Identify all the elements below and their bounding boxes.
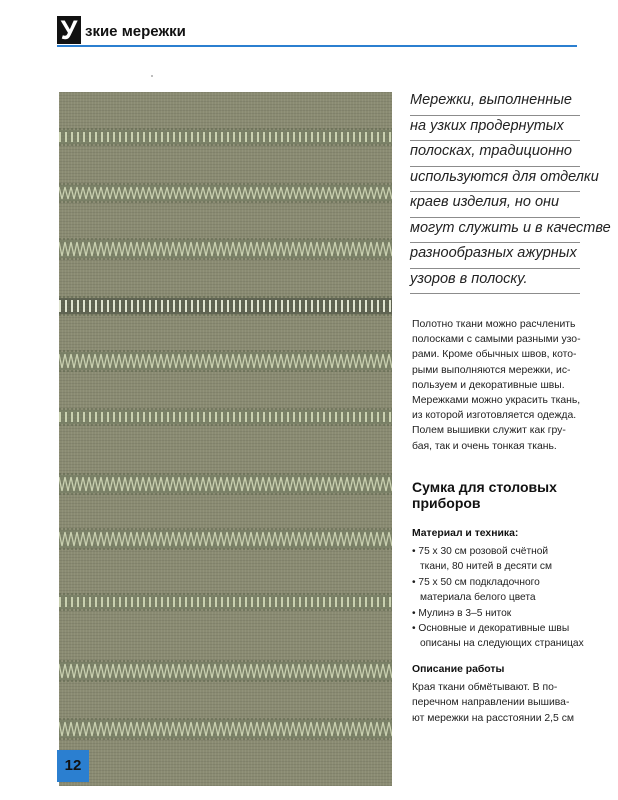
hemstitch-row xyxy=(59,529,392,549)
materials-item: • Основные и декоративные швы xyxy=(412,623,570,635)
header-rule xyxy=(57,45,577,47)
hemstitch-row xyxy=(59,661,392,681)
section-title xyxy=(412,479,592,511)
hemstitch-row xyxy=(59,239,392,259)
section-title-line: Сумка для столовых xyxy=(412,479,557,495)
lead-line: краев изделия, но они xyxy=(410,192,580,218)
page-title: зкие мережки xyxy=(85,23,186,40)
lead-line: полосках, традиционно xyxy=(410,141,580,167)
materials-item-cont: описаны на следующих страницах xyxy=(420,638,584,650)
section-title-line: приборов xyxy=(412,495,481,511)
page-number: 12 xyxy=(57,750,89,782)
materials-item: • Мулинэ в 3–5 ниток xyxy=(412,607,512,619)
materials-list xyxy=(412,544,592,652)
materials-heading: Материал и техника: xyxy=(412,528,519,539)
body-line: рами. Кроме обычных швов, кото- xyxy=(412,349,577,361)
body-line: бая, так и очень тонкая ткань. xyxy=(412,440,557,452)
materials-item: • 75 х 30 см розовой счётной xyxy=(412,546,549,557)
hemstitch-row xyxy=(59,719,392,739)
hemstitch-row xyxy=(59,474,392,494)
hemstitch-row xyxy=(59,297,392,315)
lead-line: Мережки, выполненные xyxy=(410,90,580,116)
description-heading: Описание работы xyxy=(412,664,505,675)
body-line: Мережками можно украсить ткань, xyxy=(412,395,581,407)
body-line: пользуем и декоративные швы. xyxy=(412,379,565,391)
description-paragraph xyxy=(412,680,592,726)
lead-line: на узких продернутых xyxy=(410,116,580,142)
body-line: из которой изготовляется одежда. xyxy=(412,410,577,422)
speck xyxy=(151,75,153,77)
lead-line: могут служить и в качестве xyxy=(410,218,580,244)
description-line: перечном направлении вышива- xyxy=(412,697,570,709)
fabric-stripes-illustration xyxy=(59,92,392,786)
title-initial-block xyxy=(57,16,81,44)
body-line: Полотно ткани можно расчленить xyxy=(412,319,576,330)
body-line: Полем вышивки служит как гру- xyxy=(412,425,566,437)
hemstitch-row xyxy=(59,409,392,425)
lead-line: узоров в полоску. xyxy=(410,269,580,295)
lead-paragraph xyxy=(410,90,611,294)
body-line: полосками с самыми разными узо- xyxy=(412,334,581,346)
body-paragraph xyxy=(412,317,584,454)
body-line: рыми выполняются мережки, ис- xyxy=(412,364,571,376)
hemstitch-row xyxy=(59,129,392,145)
title-initial: У xyxy=(60,15,78,45)
hemstitch-row xyxy=(59,184,392,202)
materials-item: • 75 х 50 см подкладочного xyxy=(412,576,540,588)
materials-item-cont: материала белого цвета xyxy=(420,592,536,604)
materials-item-cont: ткани, 80 нитей в десяти см xyxy=(420,561,552,573)
description-line: ют мережки на расстоянии 2,5 см xyxy=(412,712,575,724)
lead-line: разнообразных ажурных xyxy=(410,243,580,269)
hemstitch-row xyxy=(59,351,392,371)
hemstitch-row xyxy=(59,594,392,610)
embroidery-photo xyxy=(59,92,392,786)
lead-line: используются для отделки xyxy=(410,167,580,193)
description-line: Края ткани обмётывают. В по- xyxy=(412,682,558,693)
